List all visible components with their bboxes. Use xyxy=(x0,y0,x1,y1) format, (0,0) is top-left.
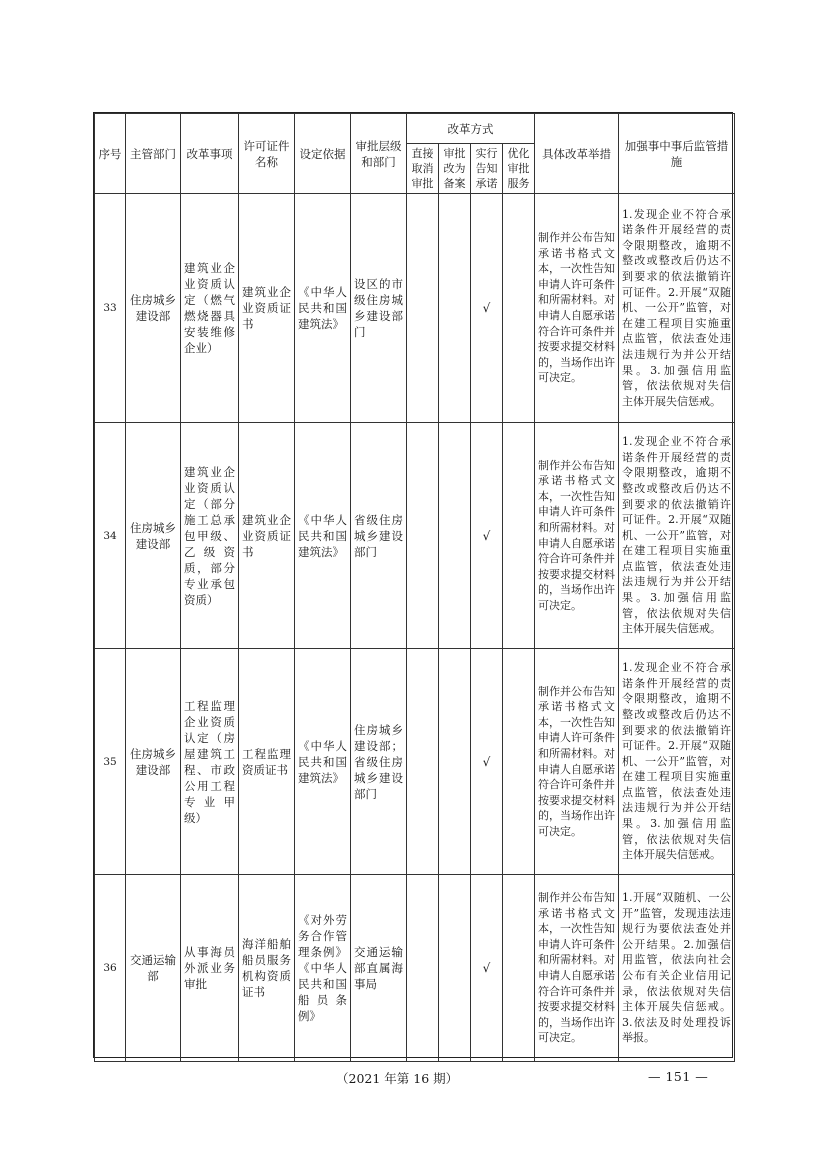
row-basis: 《中华人民共和国建筑法》 xyxy=(295,649,351,875)
row-basis: 《中华人民共和国建筑法》 xyxy=(295,194,351,423)
row-mark-filing xyxy=(439,194,471,423)
header-mode-group: 改革方式 xyxy=(407,114,535,144)
row-seq: 35 xyxy=(95,649,126,875)
page-number: — 151 — xyxy=(648,1069,709,1084)
header-mode-commitment: 实行告知承诺 xyxy=(471,144,503,194)
row-mark-cancel xyxy=(407,649,439,875)
header-dept: 主管部门 xyxy=(126,114,181,194)
header-mode-optimize: 优化审批服务 xyxy=(503,144,535,194)
row-seq: 33 xyxy=(95,194,126,423)
table-row xyxy=(95,875,735,1062)
row-seq: 36 xyxy=(95,875,126,1062)
row-level: 交通运输部直属海事局 xyxy=(351,875,407,1062)
header-item: 改革事项 xyxy=(181,114,239,194)
row-level: 省级住房城乡建设部门 xyxy=(351,423,407,649)
row-license: 海洋船舶船员服务机构资质证书 xyxy=(239,875,295,1062)
row-supervision: 1.发现企业不符合承诺条件开展经营的责令限期整改，逾期不整改或整改后仍达不到要求的依法撤销许可证件。2.开展“双随机、一公开”监管，对在建工程项目实施重点监管，依法查处违法违规行为并公开结果。3.加强信用监管，依法依规对失信主体开展失信惩戒。 xyxy=(619,649,735,875)
row-mark-optimize xyxy=(503,875,535,1062)
row-item: 从事海员外派业务审批 xyxy=(181,875,239,1062)
row-mark-optimize xyxy=(503,194,535,423)
row-mark-cancel xyxy=(407,194,439,423)
row-measures: 制作并公布告知承诺书格式文本，一次性告知申请人许可条件和所需材料。对申请人自愿承诺符合许可条件并按要求提交材料的，当场作出许可决定。 xyxy=(535,423,619,649)
row-mark-commitment: √ xyxy=(471,423,503,649)
row-measures: 制作并公布告知承诺书格式文本，一次性告知申请人许可条件和所需材料。对申请人自愿承诺符合许可条件并按要求提交材料的，当场作出许可决定。 xyxy=(535,194,619,423)
row-license: 建筑业企业资质证书 xyxy=(239,423,295,649)
row-mark-commitment: √ xyxy=(471,649,503,875)
row-level: 设区的市级住房城乡建设部门 xyxy=(351,194,407,423)
row-supervision: 1.开展“双随机、一公开”监管，发现违法违规行为要依法查处并公开结果。2.加强信用监管，依法向社会公布有关企业信用记录，依法依规对失信主体开展失信惩戒。3.依法及时处理投诉举报。 xyxy=(619,875,735,1062)
page-footer xyxy=(0,1069,827,1089)
reform-table xyxy=(94,113,735,1062)
row-item: 工程监理企业资质认定（房屋建筑工程、市政公用工程专业甲级） xyxy=(181,649,239,875)
row-level: 住房城乡建设部；省级住房城乡建设部门 xyxy=(351,649,407,875)
row-measures: 制作并公布告知承诺书格式文本，一次性告知申请人许可条件和所需材料。对申请人自愿承诺符合许可条件并按要求提交材料的，当场作出许可决定。 xyxy=(535,649,619,875)
row-mark-filing xyxy=(439,423,471,649)
row-seq: 34 xyxy=(95,423,126,649)
row-mark-optimize xyxy=(503,649,535,875)
issue-label: （2021 年第 16 期） xyxy=(336,1071,459,1086)
license-reform-table xyxy=(93,112,733,1058)
row-mark-cancel xyxy=(407,423,439,649)
row-item: 建筑业企业资质认定（燃气燃烧器具安装维修企业） xyxy=(181,194,239,423)
row-mark-optimize xyxy=(503,423,535,649)
header-seq: 序号 xyxy=(95,114,126,194)
row-basis: 《对外劳务合作管理条例》《中华人民共和国船员条例》 xyxy=(295,875,351,1062)
row-mark-commitment: √ xyxy=(471,875,503,1062)
row-dept: 交通运输部 xyxy=(126,875,181,1062)
row-mark-commitment: √ xyxy=(471,194,503,423)
row-supervision: 1.发现企业不符合承诺条件开展经营的责令限期整改，逾期不整改或整改后仍达不到要求的依法撤销许可证件。2.开展“双随机、一公开”监管，对在建工程项目实施重点监管，依法查处违法违规行为并公开结果。3.加强信用监管，依法依规对失信主体开展失信惩戒。 xyxy=(619,423,735,649)
header-mode-cancel: 直接取消审批 xyxy=(407,144,439,194)
row-supervision: 1.发现企业不符合承诺条件开展经营的责令限期整改，逾期不整改或整改后仍达不到要求的依法撤销许可证件。2.开展“双随机、一公开”监管，对在建工程项目实施重点监管，依法查处违法违规行为并公开结果。3.加强信用监管，依法依规对失信主体开展失信惩戒。 xyxy=(619,194,735,423)
row-basis: 《中华人民共和国建筑法》 xyxy=(295,423,351,649)
header-license: 许可证件名称 xyxy=(239,114,295,194)
header-basis: 设定依据 xyxy=(295,114,351,194)
row-mark-filing xyxy=(439,875,471,1062)
table-row xyxy=(95,649,735,875)
row-item: 建筑业企业资质认定（部分施工总承包甲级、乙级资质，部分专业承包资质） xyxy=(181,423,239,649)
header-supervision: 加强事中事后监管措施 xyxy=(619,114,735,194)
row-measures: 制作并公布告知承诺书格式文本，一次性告知申请人许可条件和所需材料。对申请人自愿承诺符合许可条件并按要求提交材料的，当场作出许可决定。 xyxy=(535,875,619,1062)
row-license: 工程监理资质证书 xyxy=(239,649,295,875)
table-row xyxy=(95,423,735,649)
header-measures: 具体改革举措 xyxy=(535,114,619,194)
row-license: 建筑业企业资质证书 xyxy=(239,194,295,423)
row-mark-filing xyxy=(439,649,471,875)
table-row xyxy=(95,194,735,423)
row-dept: 住房城乡建设部 xyxy=(126,649,181,875)
row-dept: 住房城乡建设部 xyxy=(126,423,181,649)
header-mode-filing: 审批改为备案 xyxy=(439,144,471,194)
header-level: 审批层级和部门 xyxy=(351,114,407,194)
row-dept: 住房城乡建设部 xyxy=(126,194,181,423)
row-mark-cancel xyxy=(407,875,439,1062)
